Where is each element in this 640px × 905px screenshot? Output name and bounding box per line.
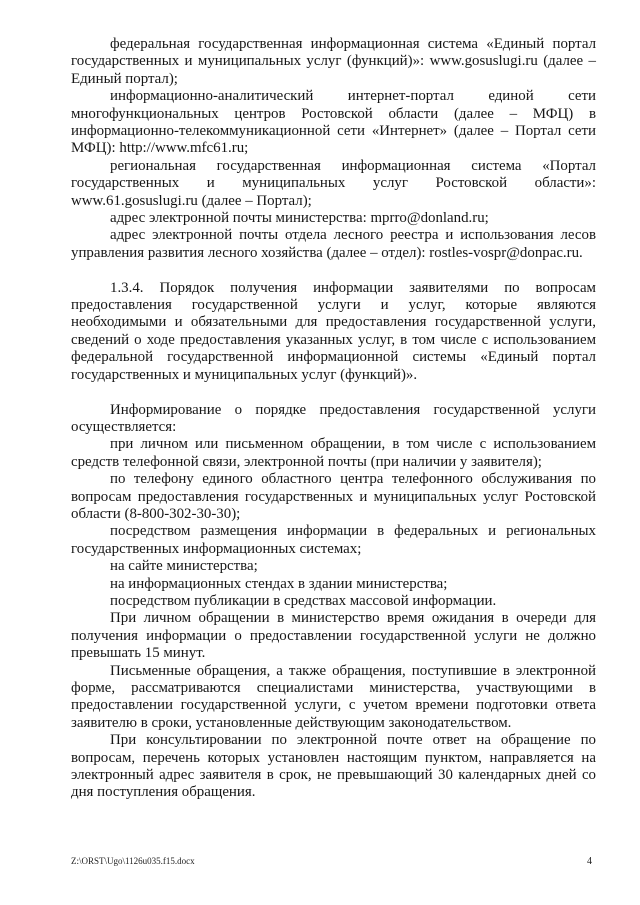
paragraph-department-email: адрес электронной почты отдела лесного реестра и использования лесов управления развития лесного хозяйства (далее – отдел): rostles-vospr@donpac.ru. (71, 227, 596, 261)
paragraph-federal-portal: федеральная государственная информационная система «Единый портал государственных и муниципальных услуг (функций)»: www.gosuslugi.ru (далее – Единый портал); (71, 36, 596, 87)
paragraph-informing-info-systems: посредством размещения информации в федеральных и региональных государственных информационных системах; (71, 523, 596, 557)
page-footer (71, 855, 592, 868)
paragraph-waiting-time: При личном обращении в министерство время ожидания в очереди для получения информации о предоставлении государственной услуги не должно превышать 15 минут. (71, 610, 596, 662)
paragraph-ministry-email: адрес электронной почты министерства: mprro@donland.ru; (110, 210, 489, 227)
paragraph-regional-portal: региональная государственная информационная система «Портал государственных и муниципальных услуг Ростовской области»: www.61.gosuslugi.ru (далее – Портал); (71, 157, 596, 209)
paragraph-informing-phone: по телефону единого областного центра телефонного обслуживания по вопросам предоставления государственных и муниципальных услуг Ростовской области (8-800-302-30-30); (71, 471, 596, 522)
paragraph-informing-media: посредством публикации в средствах массовой информации. (110, 592, 497, 609)
paragraph-informing-stands: на информационных стендах в здании министерства; (110, 575, 448, 592)
section-informing (71, 402, 596, 802)
paragraph-mfc-portal: информационно-аналитический интернет-портал единой сети многофункциональных центров Ростовской области (далее – МФЦ) в информационно-телекоммуникационной сети «Интернет» (далее – Портал сети МФЦ): http://www.mfc61.ru; (71, 88, 596, 157)
section-information-sources (71, 36, 596, 262)
page-number: 4 (587, 856, 592, 867)
document-page (71, 36, 596, 802)
section-procedure (71, 280, 596, 384)
paragraph-written-requests: Письменные обращения, а также обращения, поступившие в электронной форме, рассматриваются специалистами министерства, участвующими в предоставлении государственной услуги, с учетом времени подготовки ответа заявителю в сроки, установленные действующим законодательством. (71, 662, 596, 731)
paragraph-section-1-3-4: 1.3.4. Порядок получения информации заявителями по вопросам предоставления государственной услуги и услуг, которые являются необходимыми и обязательными для предоставления государственной услуги, сведений о ходе предоставления указанных услуг, в том числе с использованием федеральной государственной информационной системы «Единый портал государственных и муниципальных услуг (функций)». (71, 279, 596, 383)
paragraph-informing-intro: Информирование о порядке предоставления государственной услуги осуществляется: (71, 401, 596, 435)
paragraph-informing-website: на сайте министерства; (110, 558, 258, 575)
paragraph-email-consulting: При консультировании по электронной почте ответ на обращение по вопросам, перечень которых установлен настоящим пунктом, направляется на электронный адрес заявителя в срок, не превышающий 30 календарных дней со дня поступления обращения. (71, 732, 596, 801)
footer-file-path: Z:\ORST\Ugo\1126u035.f15.docx (71, 856, 195, 866)
paragraph-informing-in-person: при личном или письменном обращении, в том числе с использованием средств телефонной связи, электронной почты (при наличии у заявителя); (71, 436, 596, 470)
